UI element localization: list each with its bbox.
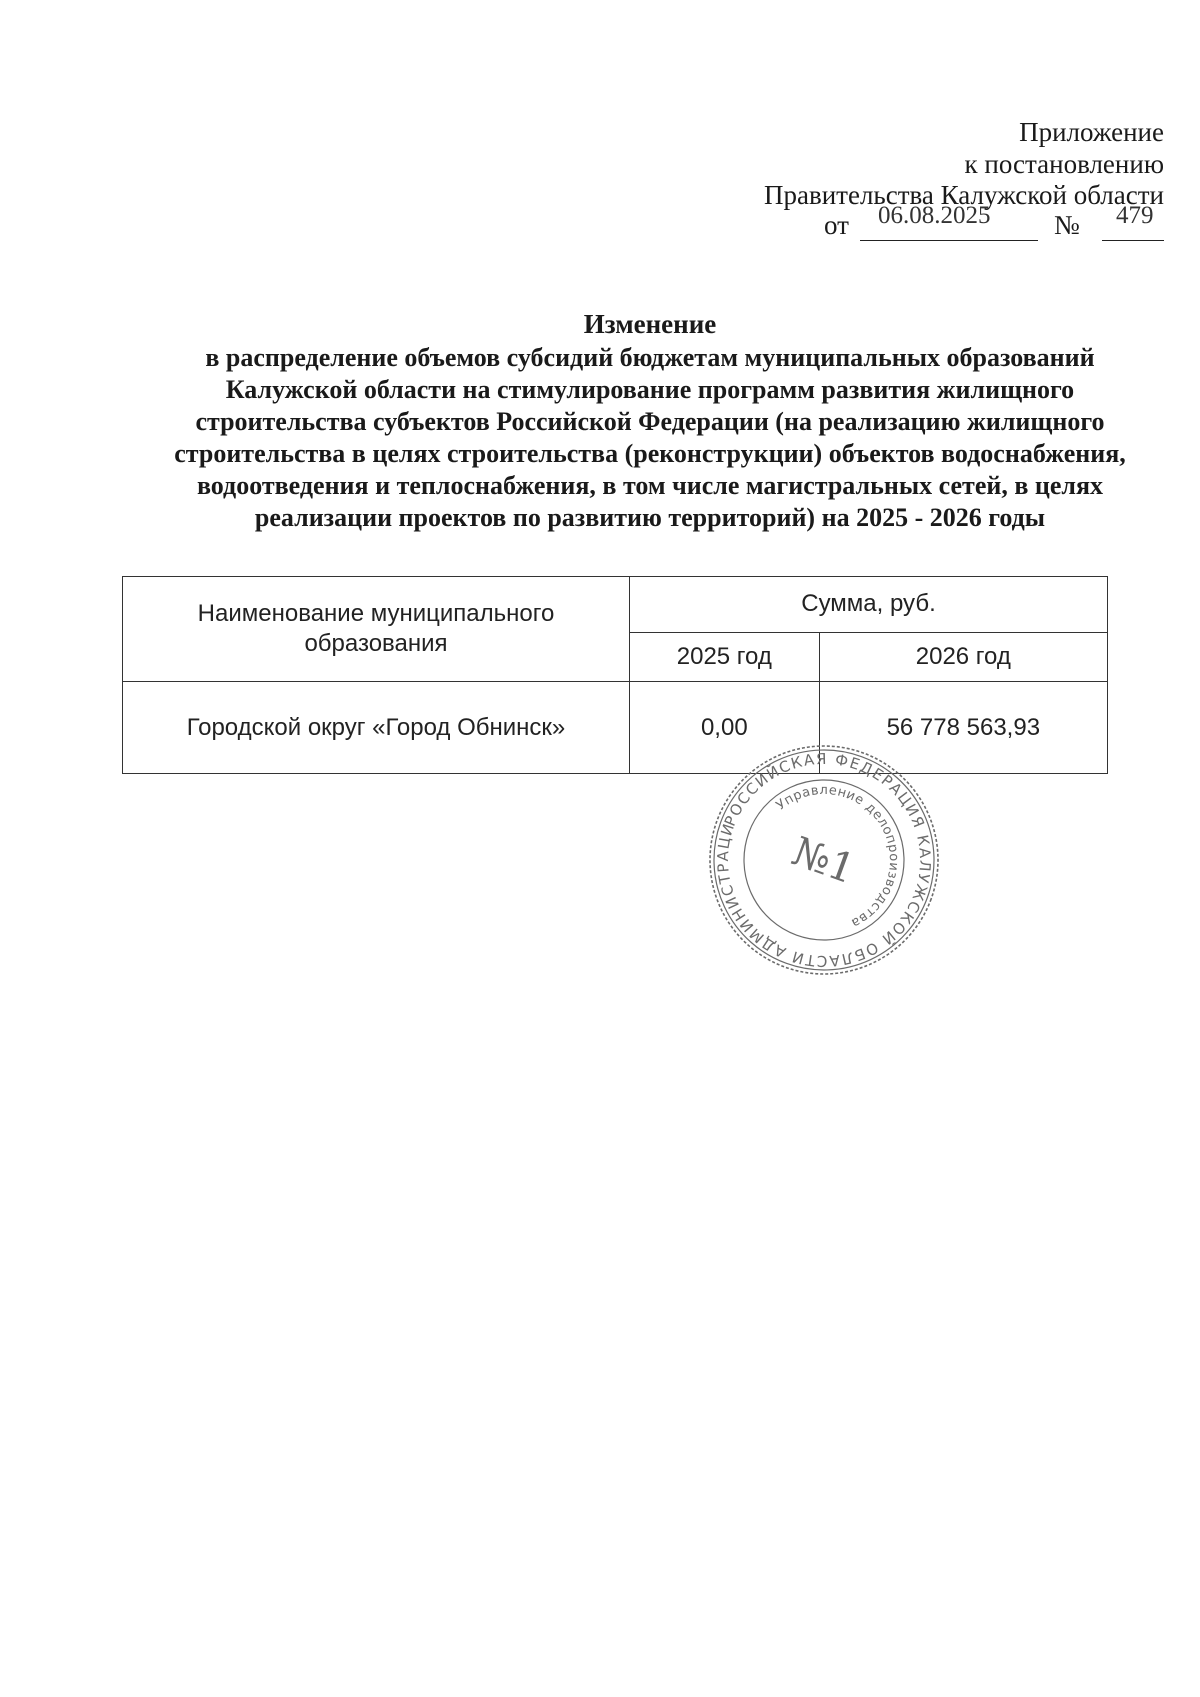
table-row <box>123 682 1108 774</box>
column-header-sum: Сумма, руб. <box>630 577 1108 633</box>
title-line: строительства в целях строительства (реконструкции) объектов водоснабжения, <box>174 439 1126 468</box>
document-title <box>120 308 1180 534</box>
title-line: Калужской области на стимулирование программ развития жилищного <box>225 375 1075 404</box>
subsidy-table <box>122 576 1108 774</box>
appendix-label: Приложение <box>1019 117 1164 147</box>
svg-text:РОССИЙСКАЯ ФЕДЕРАЦИЯ КАЛУЖСКОЙ: РОССИЙСКАЯ ФЕДЕРАЦИЯ КАЛУЖСКОЙ ОБЛАСТИ АДМИНИСТРАЦИЯ <box>713 749 935 971</box>
title-main: Изменение <box>583 309 717 339</box>
number-underline <box>1102 240 1164 241</box>
column-header-name: Наименование муниципального образования <box>123 577 630 682</box>
from-label: от <box>824 210 849 240</box>
official-stamp <box>704 740 944 980</box>
amount-2026: 56 778 563,93 <box>819 682 1107 774</box>
title-line: водоотведения и теплоснабжения, в том числе магистральных сетей, в целях <box>196 471 1104 500</box>
document-date: 06.08.2025 <box>878 202 991 229</box>
column-header-2025: 2025 год <box>630 632 820 681</box>
government-name: Правительства Калужской области <box>763 180 1164 210</box>
svg-text:Управление делопроизводства: Управление делопроизводства <box>773 782 902 931</box>
number-label: № <box>1054 210 1080 240</box>
resolution-ref: к постановлению <box>964 149 1164 179</box>
document-number: 479 <box>1116 202 1154 229</box>
title-line: в распределение объемов субсидий бюджетам муниципальных образований <box>205 343 1095 372</box>
column-header-2026: 2026 год <box>819 632 1107 681</box>
date-underline <box>860 240 1038 241</box>
municipality-name: Городской округ «Город Обнинск» <box>123 682 630 774</box>
title-line: реализации проектов по развитию территорий) на 2025 - 2026 годы <box>254 503 1046 532</box>
date-number-row <box>824 202 1164 244</box>
svg-text:№1: №1 <box>786 828 862 894</box>
stamp-seal-icon <box>704 740 944 980</box>
title-line: строительства субъектов Российской Федерации (на реализацию жилищного <box>195 407 1105 436</box>
amount-2025: 0,00 <box>630 682 820 774</box>
